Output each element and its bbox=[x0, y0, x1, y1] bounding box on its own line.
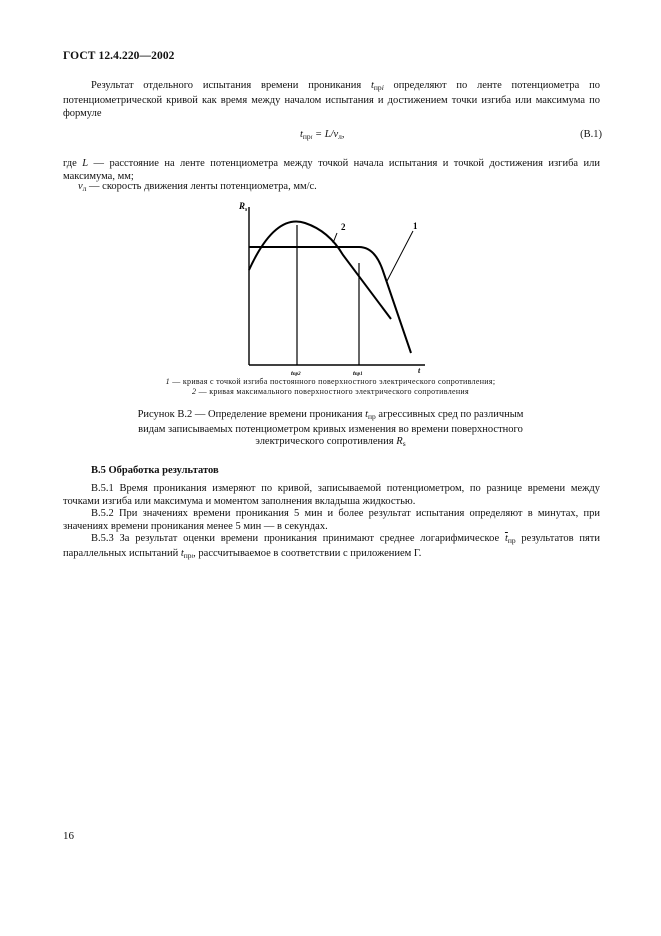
definition-v bbox=[78, 180, 598, 195]
curve-2 bbox=[249, 222, 391, 319]
p3-var-sub: пр bbox=[507, 536, 516, 545]
tick-label-2: tпр1 bbox=[353, 370, 363, 377]
p3-var: $\overline{t}$ bbox=[504, 533, 508, 544]
formula-number: (В.1) bbox=[580, 129, 602, 140]
formula bbox=[300, 128, 345, 145]
section-paragraph-1: В.5.1 Время проникания измеряют по кривой, записываемой потенциометром, по разнице времени между точками изгиба или максимума и моментом заполнения вкладыша жидкостью. bbox=[63, 483, 600, 507]
legend-2-num: 2 bbox=[192, 387, 197, 396]
document-header: ГОСТ 12.4.220—2002 bbox=[63, 50, 175, 62]
definition-v-text: — скорость движения ленты потенциометра, мм/с. bbox=[86, 181, 317, 192]
section-heading: В.5 Обработка результатов bbox=[91, 465, 219, 476]
definition-where: где bbox=[63, 158, 77, 169]
curve-1-label: 1 bbox=[413, 221, 418, 231]
figure-title-r-sub: s bbox=[402, 439, 406, 448]
legend-line-1 bbox=[100, 377, 561, 387]
definition-l-var: L bbox=[82, 158, 89, 169]
figure-title-part2: агрессивных сред по различным видам записываемых потенциометром кривых изменения во времени поверхностного электрического сопротивления bbox=[138, 409, 524, 447]
formula-lhs-sub-index: i bbox=[310, 135, 313, 141]
intro-var: t bbox=[371, 80, 374, 91]
definition-l-text: — расстояние на ленте потенциометра между точкой начала испытания и точкой достижения изгиба или максимума, мм; bbox=[63, 158, 600, 182]
p3-var2-sub-index: i bbox=[191, 554, 194, 560]
intro-var-sub-index: i bbox=[381, 83, 384, 92]
x-axis-label: t bbox=[418, 366, 421, 375]
formula-lhs-sub-text: пр bbox=[302, 132, 311, 141]
intro-text-1: Результат отдельного испытания времени проникания bbox=[91, 80, 371, 91]
legend-2-text: — кривая максимального поверхностного электрического сопротивления bbox=[196, 387, 469, 396]
figure-title-part1: Рисунок В.2 — Определение времени проникания bbox=[137, 409, 366, 420]
p3-var2-sub-text: пр bbox=[183, 551, 192, 560]
curve-1 bbox=[359, 247, 411, 353]
section-paragraph-3 bbox=[63, 532, 600, 564]
p3-text-b: результатов пяти параллельных испытаний bbox=[63, 533, 600, 559]
p3-var2: t bbox=[180, 548, 184, 559]
figure-title bbox=[128, 409, 533, 451]
figure-diagram bbox=[225, 195, 435, 377]
definition-v-var: v bbox=[78, 181, 83, 192]
formula-rhs: = L/v bbox=[314, 129, 339, 140]
legend-1-text: — кривая с точкой изгиба постоянного поверхностного электрического сопротивления; bbox=[169, 377, 496, 386]
y-axis-label: $R_s$ bbox=[239, 201, 248, 213]
definition-v-sub: л bbox=[82, 184, 87, 193]
intro-paragraph bbox=[63, 79, 600, 120]
leader-2 bbox=[333, 233, 337, 243]
figure-title-var: t bbox=[365, 409, 369, 420]
formula-tail: , bbox=[341, 129, 345, 140]
intro-var-sub-text: пр bbox=[373, 83, 382, 92]
tick-label-1: tпр2 bbox=[291, 370, 301, 377]
figure-title-r: R bbox=[396, 436, 403, 447]
intro-var-sub bbox=[374, 83, 384, 92]
leader-1 bbox=[387, 231, 413, 281]
legend-line-2 bbox=[100, 387, 561, 397]
intro-text-2: определяют по ленте потенциометра по потенциометрической кривой как время между началом испытания и достижением точки изгиба или максимума по формуле bbox=[63, 80, 600, 119]
figure-legend bbox=[100, 377, 561, 397]
p3-text-a: В.5.3 За результат оценки времени проникания принимают среднее логарифмическое bbox=[91, 533, 505, 544]
formula-lhs-sub bbox=[303, 132, 312, 141]
formula-lhs-var: t bbox=[300, 129, 303, 140]
figure-title-sub: пр bbox=[368, 412, 376, 421]
page-number: 16 bbox=[63, 830, 74, 842]
legend-1-num: 1 bbox=[165, 377, 170, 386]
curve-2-label: 2 bbox=[341, 222, 346, 232]
section-paragraph-2: В.5.2 При значениях времени проникания 5 мин и более результат испытания определяют в минутах, при значениях времени проникания менее 5 мин — в секундах. bbox=[63, 508, 600, 532]
formula-rhs-sub: л bbox=[338, 132, 342, 141]
p3-text-c: , рассчитываемое в соответствии с приложением Г. bbox=[193, 548, 422, 559]
p3-var2-sub bbox=[184, 551, 193, 560]
